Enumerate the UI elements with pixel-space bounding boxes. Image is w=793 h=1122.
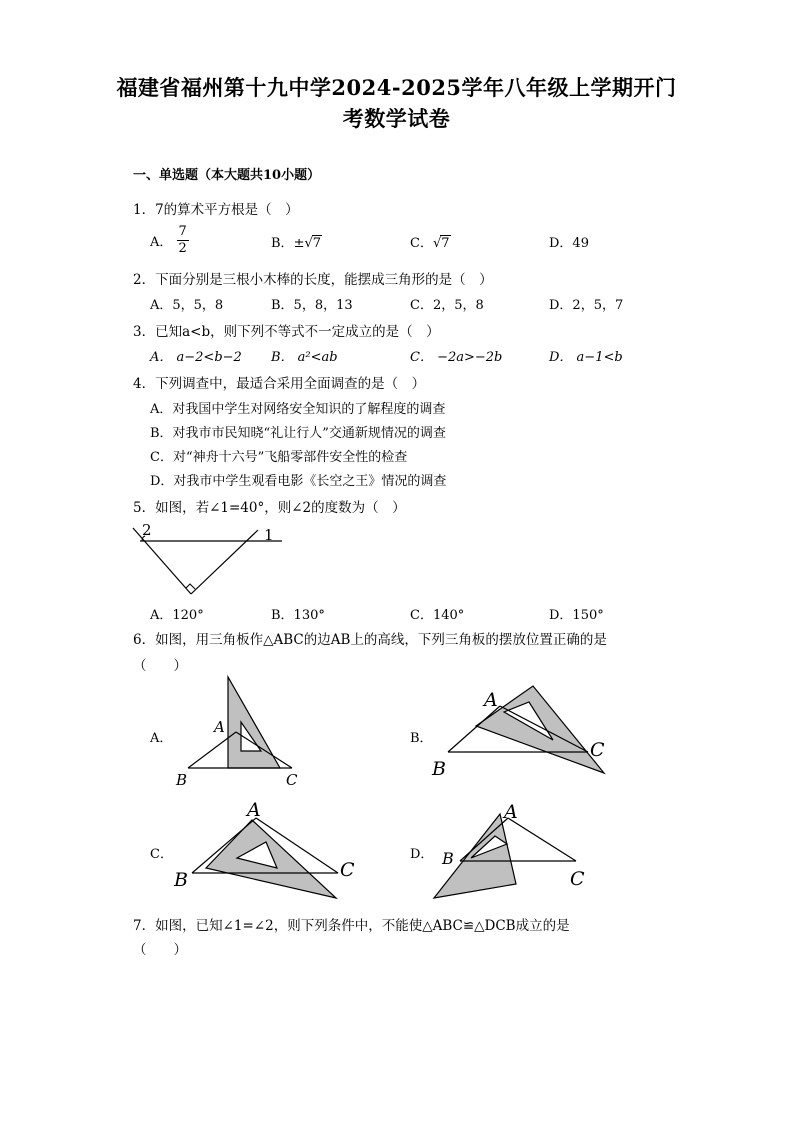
q6-option-d-label: D． (410, 847, 434, 862)
q6-stem-line2: （ ） (133, 658, 187, 674)
q6-option-c-label: C． (150, 847, 173, 862)
q3-option-b: B． a²<ab (271, 350, 338, 365)
q6-stem-line1: 6．如图，用三角板作△ABC的边AB上的高线，下列三角板的摆放位置正确的是 (133, 632, 607, 648)
q3-option-c: C． −2a>−2b (410, 350, 503, 365)
q6-option-a-label: A． (150, 731, 173, 746)
q6-c-vertex-b: B (174, 869, 188, 891)
q1-option-d: D．49 (549, 236, 589, 251)
q6-a-vertex-c: C (286, 771, 298, 789)
q3-option-a: A． a−2<b−2 (150, 350, 242, 365)
q1-stem: 1．7的算术平方根是（ ） (133, 202, 299, 218)
q2-option-c: C．2，5，8 (410, 298, 484, 313)
q6-figure-a (170, 672, 310, 792)
page-title-line2: 考数学试卷 (342, 106, 451, 131)
q6-a-vertex-a: A (214, 718, 225, 736)
q5-option-d: D．150° (549, 608, 604, 623)
q6-c-vertex-a: A (247, 799, 261, 821)
q3-stem: 3．已知a<b，则下列不等式不一定成立的是（ ） (133, 324, 440, 340)
section-heading: 一、单选题（本大题共10小题） (133, 168, 321, 183)
page-title-line1: 福建省福州第十九中学2024-2025学年八年级上学期开门 (116, 75, 677, 100)
q6-d-vertex-a: A (504, 801, 518, 823)
q6-b-vertex-a: A (484, 689, 498, 711)
q2-option-d: D．2，5，7 (549, 298, 624, 313)
q6-d-vertex-c: C (570, 868, 585, 890)
q6-c-vertex-c: C (340, 859, 355, 881)
q6-a-vertex-b: B (176, 771, 188, 789)
q1-a-denominator: 2 (178, 241, 187, 256)
q2-option-a: A．5，5，8 (150, 298, 224, 313)
q4-option-d: D．对我市中学生观看电影《长空之王》情况的调查 (150, 474, 447, 489)
q5-stem: 5．如图，若∠1=40°，则∠2的度数为（ ） (133, 500, 406, 516)
q1-a-numerator: 7 (178, 224, 187, 239)
q6-option-b-label: B． (410, 731, 433, 746)
q6-figure-c (170, 798, 370, 904)
q1-option-b: B．±√7 (271, 236, 322, 251)
q5-option-b: B．130° (271, 608, 325, 623)
q4-option-a: A．对我国中学生对网络安全知识的了解程度的调查 (150, 402, 446, 417)
q6-b-vertex-b: B (432, 758, 446, 780)
q7-stem-line1: 7．如图，已知∠1=∠2，则下列条件中，不能使△ABC≌△DCB成立的是 (133, 918, 570, 934)
q7-stem-line2: （ ） (133, 942, 187, 958)
q2-option-b: B．5，8，13 (271, 298, 353, 313)
q4-stem: 4．下列调查中，最适合采用全面调查的是（ ） (133, 376, 426, 392)
q6-d-vertex-b: B (442, 849, 454, 868)
q4-option-c: C．对“神舟十六号”飞船零部件安全性的检查 (150, 450, 408, 465)
q5-angle-label-1: 1 (264, 526, 274, 544)
q1-option-c: C．√7 (410, 236, 450, 251)
q6-figure-b (428, 682, 618, 782)
q5-option-a: A．120° (150, 608, 204, 623)
q4-option-b: B．对我市市民知晓“礼让行人”交通新规情况的调查 (150, 426, 446, 441)
q5-angle-label-2: 2 (142, 521, 152, 539)
q5-option-c: C．140° (410, 608, 465, 623)
q1-option-a: A． $\frac{7}{2}$ (150, 224, 187, 256)
q6-figure-d (428, 800, 598, 904)
q2-stem: 2．下面分别是三根小木棒的长度，能摆成三角形的是（ ） (133, 272, 493, 288)
q3-option-d: D． a−1<b (549, 350, 623, 365)
q6-b-vertex-c: C (590, 739, 605, 761)
q5-figure (128, 520, 288, 600)
